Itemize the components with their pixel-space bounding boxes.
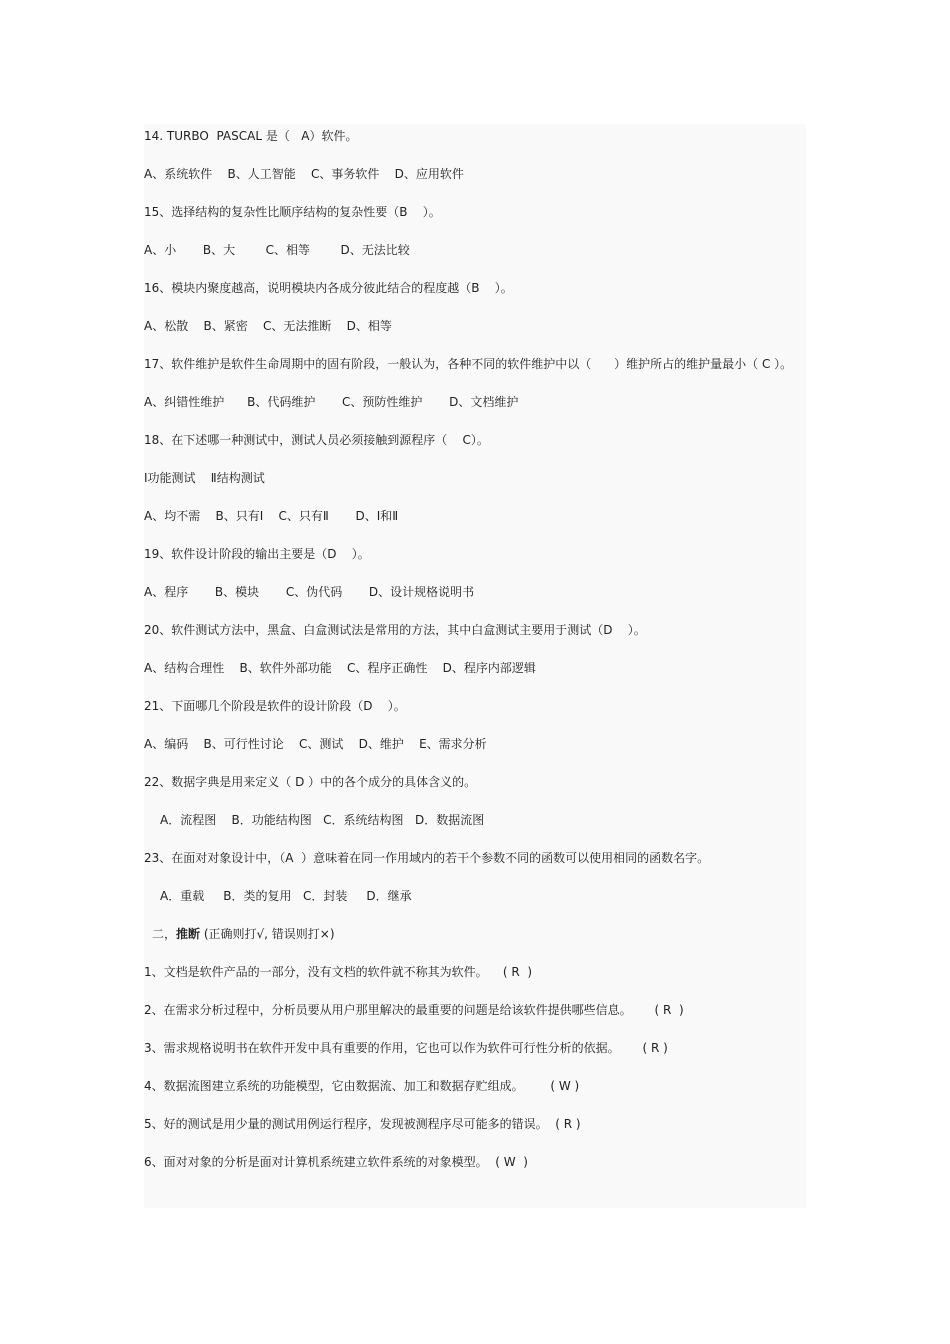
question-20: 20、软件测试方法中，黑盒、白盒测试法是常用的方法，其中白盒测试主要用于测试（D ）。: [144, 623, 646, 637]
options-17: A、纠错性维护 B、代码维护 C、预防性维护 D、文档维护: [144, 395, 519, 409]
options-19: A、程序 B、模块 C、伪代码 D、设计规格说明书: [144, 585, 475, 599]
section-note: (正确则打√, 错误则打×): [200, 927, 335, 941]
question-14: 14. TURBO PASCAL 是（ A）软件。: [144, 129, 358, 143]
judgement-5: 5、好的测试是用少量的测试用例运行程序，发现被测程序尽可能多的错误。 ( R ): [144, 1117, 581, 1131]
judgement-3: 3、需求规格说明书在软件开发中具有重要的作用，它也可以作为软件可行性分析的依据。 ( R ): [144, 1041, 668, 1055]
options-16: A、松散 B、紧密 C、无法推断 D、相等: [144, 319, 392, 333]
section-heading-judgement: [144, 926, 806, 943]
question-19: 19、软件设计阶段的输出主要是（D ）。: [144, 547, 370, 561]
question-16: 16、模块内聚度越高，说明模块内各成分彼此结合的程度越（B ）。: [144, 281, 513, 295]
question-18: 18、在下述哪一种测试中，测试人员必须接触到源程序（ C）。: [144, 433, 489, 447]
options-15: A、小 B、大 C、相等 D、无法比较: [144, 243, 410, 257]
question-21: 21、下面哪几个阶段是软件的设计阶段（D ）。: [144, 699, 406, 713]
judgement-1: 1、文档是软件产品的一部分，没有文档的软件就不称其为软件。 ( R ): [144, 965, 533, 979]
judgement-6: 6、面对对象的分析是面对计算机系统建立软件系统的对象模型。 ( W ): [144, 1155, 528, 1169]
question-22: 22、数据字典是用来定义（ D ）中的各个成分的具体含义的。: [144, 775, 477, 789]
section-title: 推断: [176, 927, 201, 941]
options-18: A、均不需 B、只有Ⅰ C、只有Ⅱ D、Ⅰ和Ⅱ: [144, 509, 399, 523]
question-18-items: Ⅰ功能测试 Ⅱ结构测试: [144, 471, 265, 485]
judgement-2: 2、在需求分析过程中，分析员要从用户那里解决的最重要的问题是给该软件提供哪些信息。 ( R ): [144, 1003, 684, 1017]
options-22: A．流程图 B．功能结构图 C．系统结构图 D．数据流图: [160, 813, 485, 827]
options-14: A、系统软件 B、人工智能 C、事务软件 D、应用软件: [144, 167, 464, 181]
question-23: 23、在面对对象设计中，（A ）意味着在同一作用域内的若干个参数不同的函数可以使用相同的函数名字。: [144, 851, 710, 865]
section-number: 二，: [152, 927, 177, 941]
options-21: A、编码 B、可行性讨论 C、测试 D、维护 E、需求分析: [144, 737, 487, 751]
judgement-4: 4、数据流图建立系统的功能模型，它由数据流、加工和数据存贮组成。 ( W ): [144, 1079, 580, 1093]
document-page: [144, 124, 806, 1208]
question-17: 17、软件维护是软件生命周期中的固有阶段，一般认为，各种不同的软件维护中以（ ）维护所占的维护量最小（ C ）。: [144, 357, 793, 371]
question-15: 15、选择结构的复杂性比顺序结构的复杂性要（B ）。: [144, 205, 441, 219]
options-23: A．重载 B．类的复用 C．封装 D．继承: [160, 889, 412, 903]
options-20: A、结构合理性 B、软件外部功能 C、程序正确性 D、程序内部逻辑: [144, 661, 536, 675]
